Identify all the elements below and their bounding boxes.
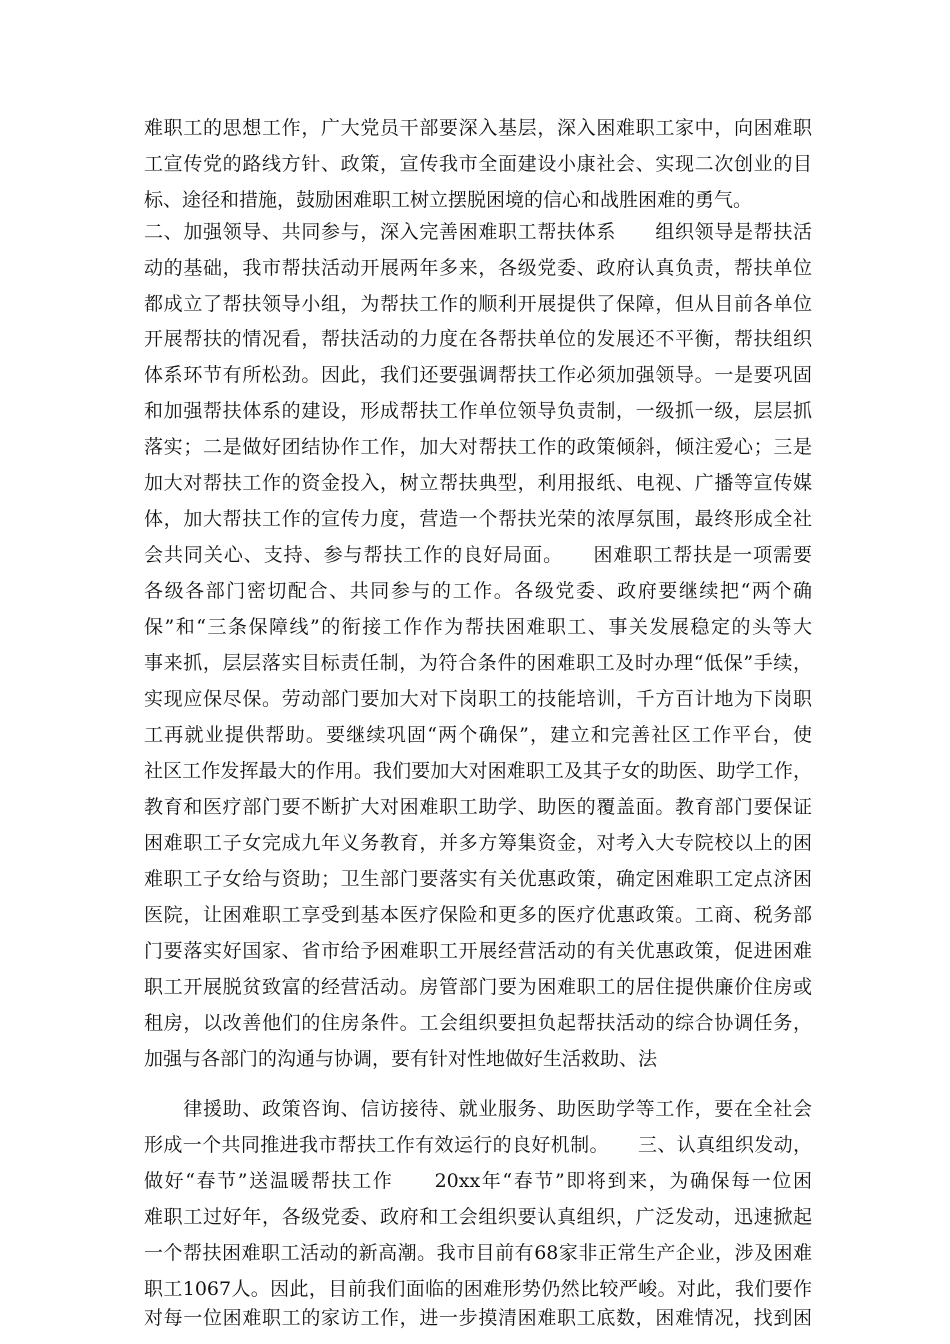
text-line: 事来抓，层层落实目标责任制，为符合条件的困难职工及时办理“低保”手续， xyxy=(144,652,812,674)
text-line: 社区工作发挥最大的作用。我们要加大对困难职工及其子女的助医、助学工作， xyxy=(144,760,812,782)
text-line: 都成立了帮扶领导小组，为帮扶工作的顺利开展提供了保障，但从目前各单位 xyxy=(144,293,812,315)
text-line: 租房，以改善他们的住房条件。工会组织要担负起帮扶活动的综合协调任务， xyxy=(144,1012,812,1034)
text-line: 落实；二是做好团结协作工作，加大对帮扶工作的政策倾斜，倾注爱心；三是 xyxy=(144,436,812,458)
text-line: 体，加大帮扶工作的宣传力度，营造一个帮扶光荣的浓厚氛围，最终形成全社 xyxy=(144,508,812,530)
text-line: 职工开展脱贫致富的经营活动。房管部门要为困难职工的居住提供廉价住房或 xyxy=(144,976,812,998)
text-line: 二、加强领导、共同参与，深入完善困难职工帮扶体系 组织领导是帮扶活 xyxy=(144,221,812,243)
text-line: 形成一个共同推进我市帮扶工作有效运行的良好机制。 三、认真组织发动， xyxy=(144,1134,812,1156)
text-line: 职工1067人。因此，目前我们面临的困难形势仍然比较严峻。对此，我们要作 xyxy=(144,1278,812,1300)
text-line: 难职工子女给与资助；卫生部门要落实有关优惠政策，确定困难职工定点济困 xyxy=(144,868,812,890)
text-line: 加强与各部门的沟通与协调，要有针对性地做好生活救助、法 xyxy=(144,1048,658,1070)
text-line: 一个帮扶困难职工活动的新高潮。我市目前有68家非正常生产企业，涉及困难 xyxy=(144,1242,812,1264)
text-line: 动的基础，我市帮扶活动开展两年多来，各级党委、政府认真负责，帮扶单位 xyxy=(144,257,812,279)
text-line: 教育和医疗部门要不断扩大对困难职工助学、助医的覆盖面。教育部门要保证 xyxy=(144,796,812,818)
text-line: 会共同关心、支持、参与帮扶工作的良好局面。 困难职工帮扶是一项需要 xyxy=(144,544,812,566)
text-line: 保”和“三条保障线”的衔接工作作为帮扶困难职工、事关发展稳定的头等大 xyxy=(144,616,812,638)
text-line: 开展帮扶的情况看，帮扶活动的力度在各帮扶单位的发展还不平衡，帮扶组织 xyxy=(144,328,812,350)
text-line: 各级各部门密切配合、共同参与的工作。各级党委、政府要继续把“两个确 xyxy=(144,580,812,602)
text-line: 医院，让困难职工享受到基本医疗保险和更多的医疗优惠政策。工商、税务部 xyxy=(144,904,812,926)
text-line: 体系环节有所松劲。因此，我们还要强调帮扶工作必须加强领导。一是要巩固 xyxy=(144,364,812,386)
text-line: 标、途径和措施，鼓励困难职工树立摆脱困境的信心和战胜困难的勇气。 xyxy=(144,189,753,211)
text-line: 工再就业提供帮助。要继续巩固“两个确保”，建立和完善社区工作平台，使 xyxy=(144,724,812,746)
text-line: 实现应保尽保。劳动部门要加大对下岗职工的技能培训，千方百计地为下岗职 xyxy=(144,688,812,710)
text-line: 门要落实好国家、省市给予困难职工开展经营活动的有关优惠政策，促进困难 xyxy=(144,940,812,962)
text-line: 难职工过好年，各级党委、政府和工会组织要认真组织，广泛发动，迅速掀起 xyxy=(144,1206,812,1228)
text-line: 难职工的思想工作，广大党员干部要深入基层，深入困难职工家中，向困难职 xyxy=(144,117,812,139)
text-line: 律援助、政策咨询、信访接待、就业服务、助医助学等工作，要在全社会 xyxy=(144,1098,812,1120)
text-line: 和加强帮扶体系的建设，形成帮扶工作单位领导负责制，一级抓一级，层层抓 xyxy=(144,400,812,422)
text-line: 工宣传党的路线方针、政策，宣传我市全面建设小康社会、实现二次创业的目 xyxy=(144,153,812,175)
text-line: 困难职工子女完成九年义务教育，并多方筹集资金，对考入大专院校以上的困 xyxy=(144,832,812,854)
text-line: 加大对帮扶工作的资金投入，树立帮扶典型，利用报纸、电视、广播等宣传媒 xyxy=(144,472,812,494)
text-line: 对每一位困难职工的家访工作，进一步摸清困难职工底数，困难情况，找到困 xyxy=(144,1307,812,1329)
text-line: 做好“春节”送温暖帮扶工作 20xx年“春节”即将到来，为确保每一位困 xyxy=(144,1170,812,1192)
